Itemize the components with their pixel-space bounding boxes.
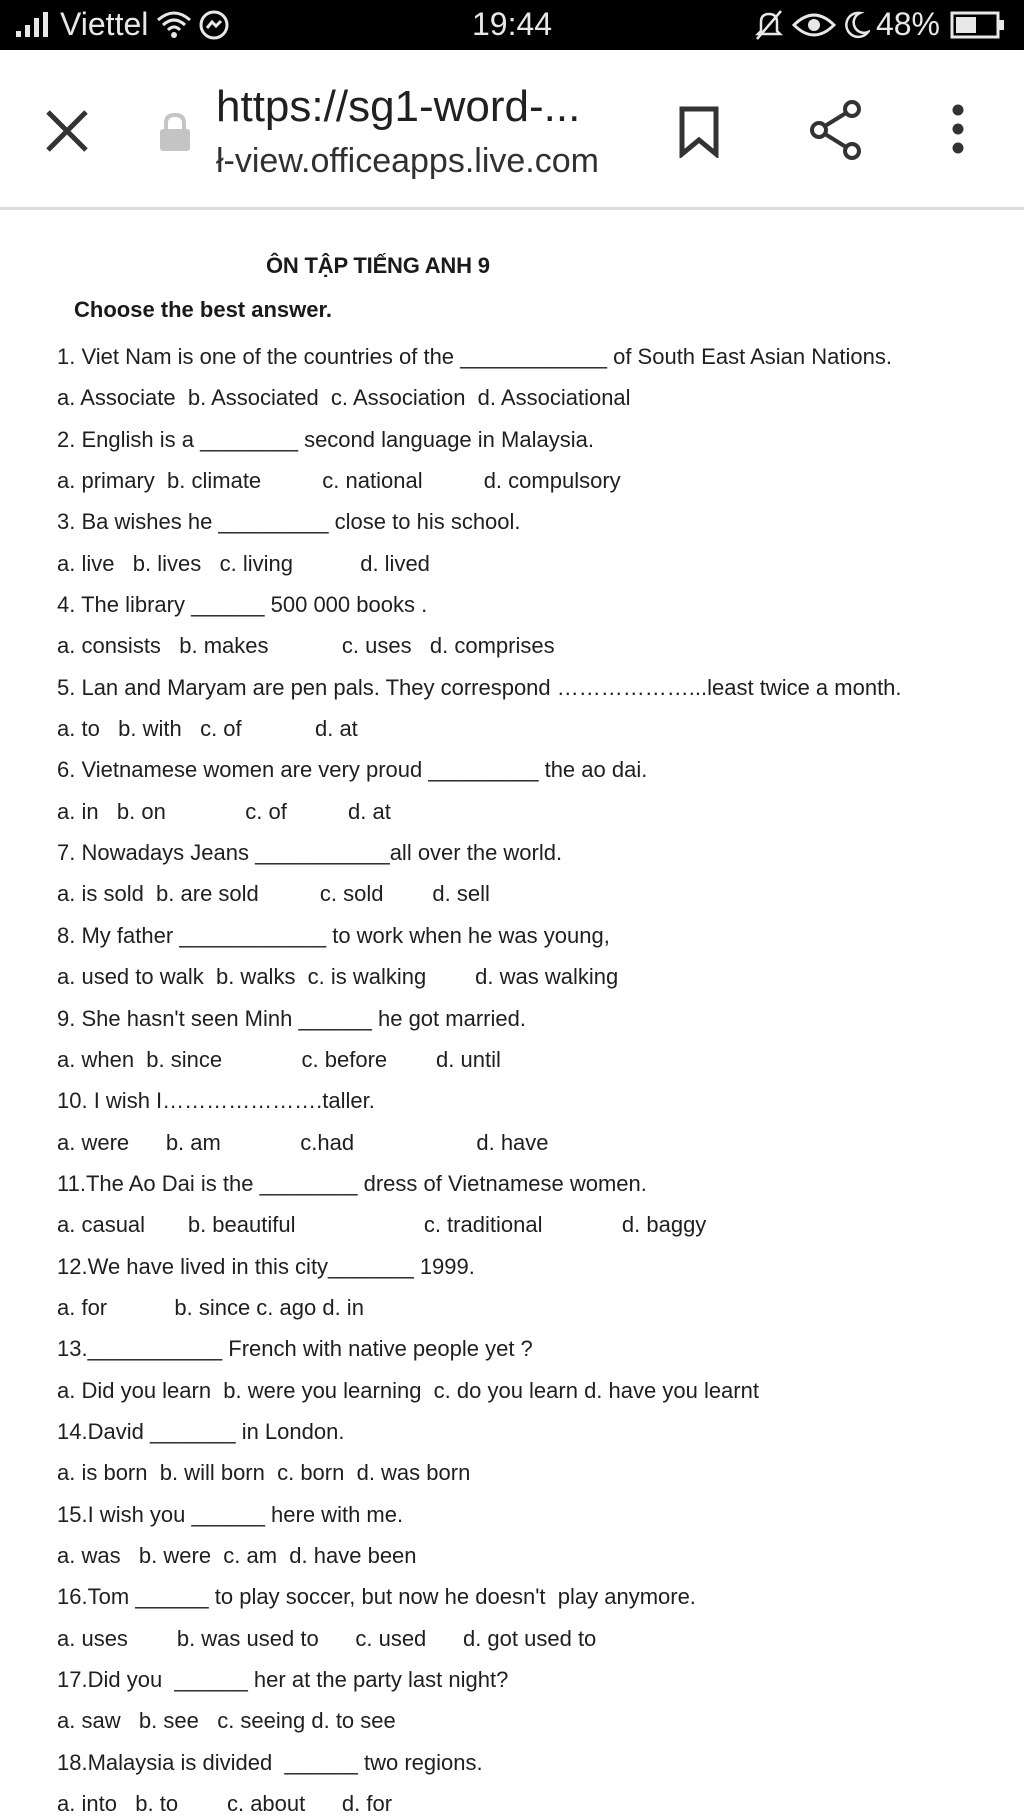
mute-icon <box>754 9 784 41</box>
eye-icon <box>792 11 836 39</box>
status-bar <box>0 0 1024 50</box>
question-line: 9. She hasn't seen Minh ______ he got married. <box>57 1005 526 1031</box>
answer-line: a. Did you learn b. were you learning c. do you learn d. have you learnt <box>57 1377 759 1403</box>
moon-icon <box>842 10 870 40</box>
question-line: 14.David _______ in London. <box>57 1418 345 1444</box>
answer-line: a. consists b. makes c. uses d. comprises <box>57 633 555 659</box>
answer-line: a. was b. were c. am d. have been <box>57 1542 417 1568</box>
question-line: 15.I wish you ______ here with me. <box>57 1501 404 1527</box>
question-line: 5. Lan and Maryam are pen pals. They correspond ………………...least twice a month. <box>57 674 902 700</box>
wifi-icon <box>156 10 192 40</box>
question-line: 17.Did you ______ her at the party last night? <box>57 1667 509 1692</box>
answer-line: a. is born b. will born c. born d. was born <box>57 1460 471 1486</box>
messenger-icon <box>198 9 230 41</box>
clock: 19:44 <box>472 6 553 42</box>
answer-line: a. uses b. was used to c. used d. got used to <box>57 1625 597 1651</box>
question-line: 12.We have lived in this city_______ 1999. <box>57 1253 475 1279</box>
battery-icon <box>950 11 1006 39</box>
answer-line: a. casual b. beautiful c. traditional d. baggy <box>57 1212 707 1238</box>
lock-icon <box>158 112 192 157</box>
answer-line: a. saw b. see c. seeing d. to see <box>57 1708 396 1734</box>
answer-line: a. Associate b. Associated c. Association d. Associational <box>57 385 631 411</box>
question-line: 6. Vietnamese women are very proud _________ the ao dai. <box>57 757 648 783</box>
answer-line: a. is sold b. are sold c. sold d. sell <box>57 881 490 907</box>
carrier-name: Viettel <box>60 6 149 42</box>
question-line: 4. The library ______ 500 000 books . <box>57 592 428 618</box>
question-line: 7. Nowadays Jeans ___________all over the world. <box>57 840 563 866</box>
answer-line: a. used to walk b. walks c. is walking d. was walking <box>57 964 619 990</box>
url-host[interactable]: ł-view.officeapps.live.com <box>216 142 599 180</box>
browser-toolbar <box>0 50 1024 210</box>
answer-line: a. in b. on c. of d. at <box>57 798 391 824</box>
battery-percent: 48% <box>875 6 940 42</box>
question-line: 3. Ba wishes he _________ close to his school. <box>57 509 521 535</box>
answer-line: a. live b. lives c. living d. lived <box>57 550 430 576</box>
question-list <box>57 336 902 1820</box>
share-icon[interactable] <box>808 98 864 167</box>
answer-line: a. primary b. climate c. national d. compulsory <box>57 468 621 494</box>
status-right <box>754 6 1006 43</box>
document-viewer <box>0 213 1024 1820</box>
question-line: 8. My father ____________ to work when he was young, <box>57 922 610 948</box>
bookmark-icon[interactable] <box>678 106 720 163</box>
answer-line: a. to b. with c. of d. at <box>57 716 358 742</box>
close-icon[interactable] <box>44 108 90 159</box>
question-line: 13.___________ French with native people yet ? <box>57 1336 533 1362</box>
answer-line: a. for b. since c. ago d. in <box>57 1294 364 1320</box>
question-line: 10. I wish I………………….taller. <box>57 1088 375 1114</box>
question-line: 16.Tom ______ to play soccer, but now he doesn't play anymore. <box>57 1584 696 1610</box>
url-domain[interactable]: https://sg1-word-... <box>216 82 581 131</box>
signal-icon <box>14 11 54 39</box>
document-instruction: Choose the best answer. <box>74 297 332 322</box>
document-title: ÔN TẬP TIẾNG ANH 9 <box>266 253 490 278</box>
question-line: 18.Malaysia is divided ______ two regions. <box>57 1749 483 1775</box>
question-line: 1. Viet Nam is one of the countries of the ____________ of South East Asian Nations. <box>57 344 892 369</box>
question-line: 2. English is a ________ second language in Malaysia. <box>57 426 594 452</box>
status-left <box>14 6 230 43</box>
answer-line: a. into b. to c. about d. for <box>57 1791 393 1817</box>
more-vertical-icon[interactable] <box>948 104 968 159</box>
answer-line: a. when b. since c. before d. until <box>57 1046 501 1072</box>
answer-line: a. were b. am c.had d. have <box>57 1129 549 1155</box>
question-line: 11.The Ao Dai is the ________ dress of Vietnamese women. <box>57 1170 647 1196</box>
